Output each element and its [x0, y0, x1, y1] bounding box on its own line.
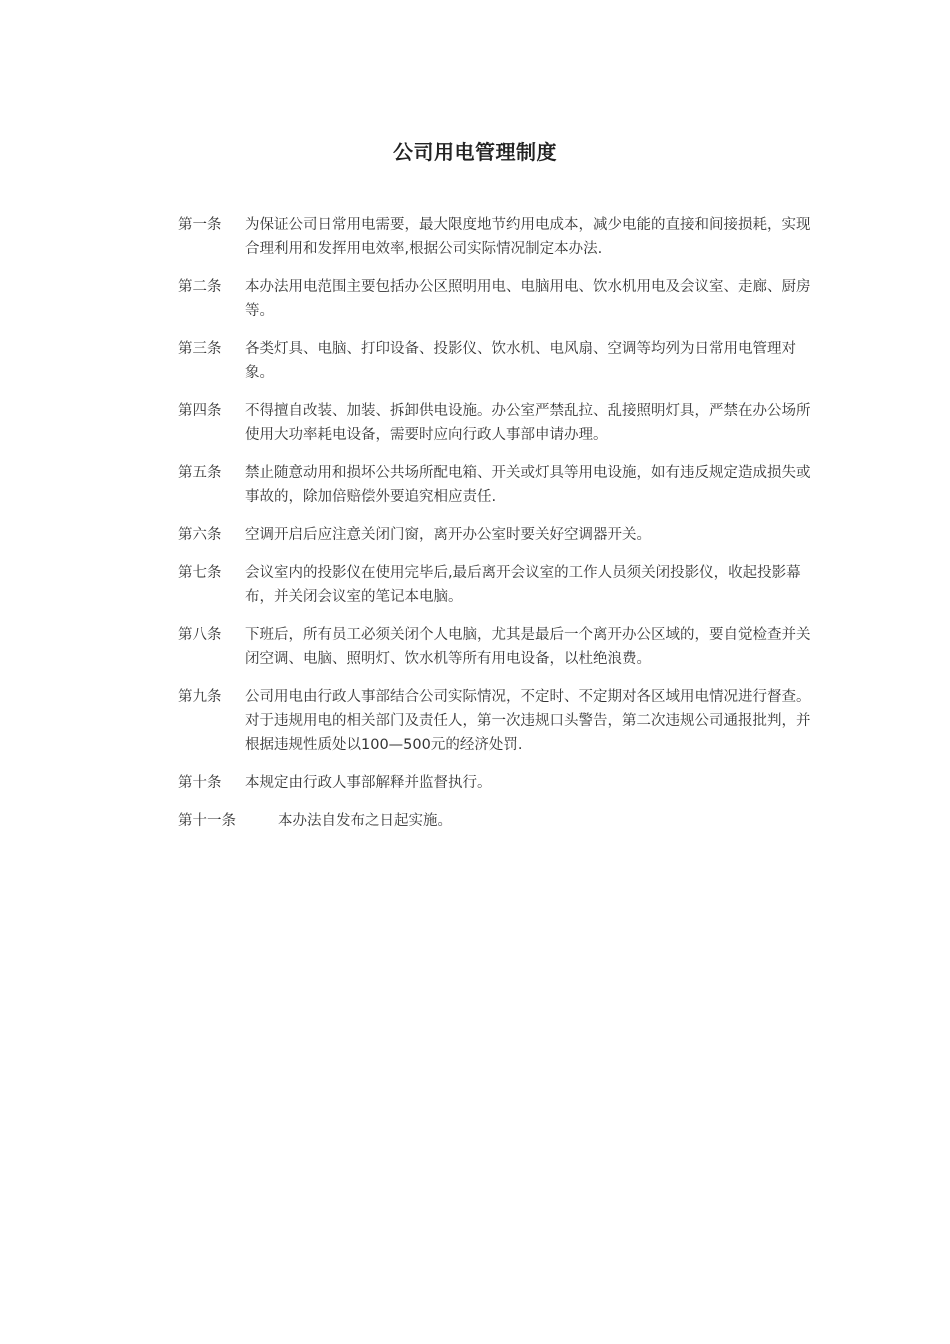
article-text: 空调开启后应注意关闭门窗，离开办公室时要关好空调器开关。 [245, 527, 651, 543]
article-text: 本办法自发布之日起实施。 [278, 813, 452, 829]
article-text: 禁止随意动用和损坏公共场所配电箱、开关或灯具等用电设施，如有违反规定造成损失或事故的，除加倍赔偿外要追究相应责任. [245, 465, 811, 505]
article-number: 第十条 [178, 775, 222, 791]
article-number: 第六条 [178, 527, 222, 543]
article-text: 会议室内的投影仪在使用完毕后,最后离开会议室的工作人员须关闭投影仪，收起投影幕布，并关闭会议室的笔记本电脑。 [245, 565, 801, 605]
article-text: 下班后，所有员工必须关闭个人电脑，尤其是最后一个离开办公区域的，要自觉检查并关闭空调、电脑、照明灯、饮水机等所有用电设备，以杜绝浪费。 [245, 627, 811, 667]
article-text: 不得擅自改装、加装、拆卸供电设施。办公室严禁乱拉、乱接照明灯具，严禁在办公场所使用大功率耗电设备，需要时应向行政人事部申请办理。 [245, 403, 811, 443]
article-list [178, 213, 818, 847]
article-number: 第十一条 [178, 813, 236, 829]
article-text: 本办法用电范围主要包括办公区照明用电、电脑用电、饮水机用电及会议室、走廊、厨房等。 [245, 279, 811, 319]
article-3 [178, 337, 818, 385]
article-11 [178, 809, 818, 833]
article-number: 第五条 [178, 465, 222, 481]
document-title: 公司用电管理制度 [393, 140, 557, 164]
article-5 [178, 461, 818, 509]
article-1 [178, 213, 818, 261]
article-8 [178, 623, 818, 671]
article-7 [178, 561, 818, 609]
article-number: 第四条 [178, 403, 222, 419]
article-number: 第二条 [178, 279, 222, 295]
article-number: 第九条 [178, 689, 222, 705]
article-number: 第七条 [178, 565, 222, 581]
article-6 [178, 523, 818, 547]
article-text: 公司用电由行政人事部结合公司实际情况，不定时、不定期对各区域用电情况进行督查。对于违规用电的相关部门及责任人，第一次违规口头警告，第二次违规公司通报批判，并根据违规性质处以100—500元的经济处罚. [245, 689, 811, 753]
article-9 [178, 685, 818, 757]
article-text: 为保证公司日常用电需要，最大限度地节约用电成本，减少电能的直接和间接损耗，实现合理利用和发挥用电效率,根据公司实际情况制定本办法. [245, 217, 811, 257]
article-number: 第八条 [178, 627, 222, 643]
article-number: 第三条 [178, 341, 222, 357]
article-text: 各类灯具、电脑、打印设备、投影仪、饮水机、电风扇、空调等均列为日常用电管理对象。 [245, 341, 796, 381]
article-4 [178, 399, 818, 447]
article-number: 第一条 [178, 217, 222, 233]
article-10 [178, 771, 818, 795]
article-text: 本规定由行政人事部解释并监督执行。 [245, 775, 492, 791]
article-2 [178, 275, 818, 323]
